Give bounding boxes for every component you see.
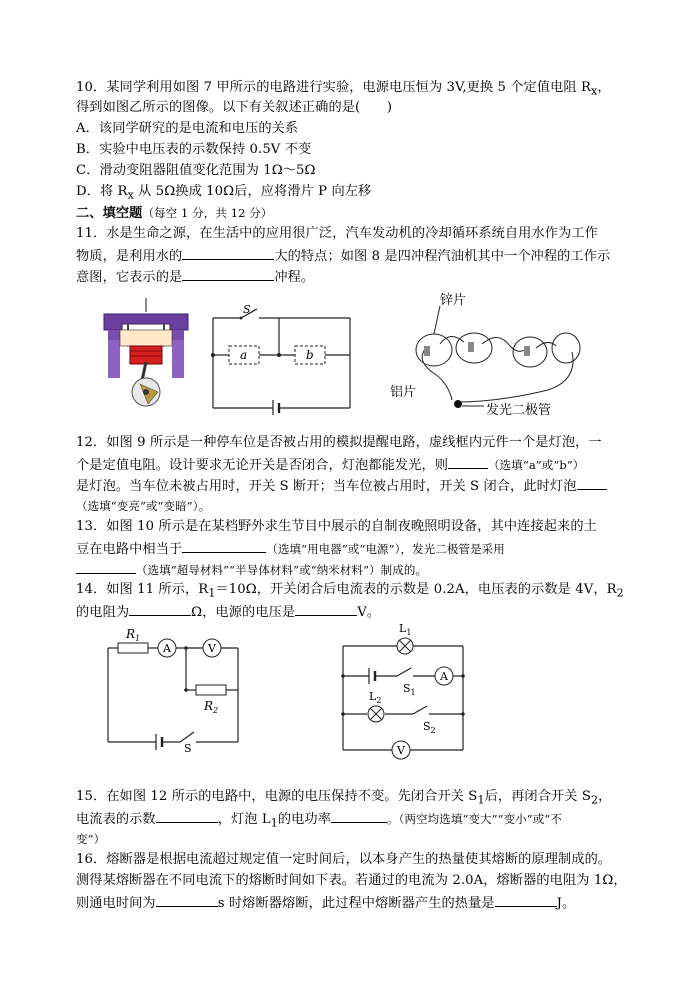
s2-label: $S_2$ [423, 720, 436, 735]
r2-label: $R_2$ [204, 699, 219, 715]
answer-blank[interactable] [182, 266, 274, 281]
aluminum-label: 铝片 [390, 385, 417, 400]
q11-line1: 11．水是生命之源，在生活中的应用很广泛，汽车发动机的冷却循环系统自用水作为工作 [76, 226, 598, 241]
q13-line1: 13．如图 10 所示是在某档野外求生节目中展示的自制夜晚照明设备，其中连接起来的土 [76, 519, 597, 534]
led-label: 发光二极管 [486, 403, 552, 418]
circuit-figure-11 [100, 624, 250, 754]
switch-label: S [243, 303, 251, 316]
q12-line1: 12．如图 9 所示是一种停车位是否被占用的模拟提醒电路，虚线框内元件一个是灯泡，一 [76, 435, 602, 450]
q13-line3: （选填“超导材料”“半导体材料”或“纳米材料”）制成的。 [76, 559, 427, 581]
potato-battery-figure [388, 290, 588, 418]
ammeter-label: A [440, 670, 448, 683]
q10-option-c: C．滑动变阻器阻值变化范围为 1Ω～5Ω [76, 163, 316, 178]
q11-line3: 意图，它表示的是 冲程。 [76, 266, 314, 288]
answer-blank[interactable] [331, 808, 387, 823]
s1-label: $S_1$ [403, 682, 416, 697]
answer-blank[interactable] [156, 808, 218, 823]
q15-line2: 电流表的示数 ，灯泡 $L_1$的电功率 。（两空均选填“变大”“变小”或“不 [76, 808, 562, 834]
voltmeter-label: V [208, 642, 216, 655]
answer-blank[interactable] [577, 475, 607, 490]
q11-line2: 物质，是利用水的 大的特点；如图 8 是四冲程汽油机其中一个冲程的工作示 [76, 245, 610, 267]
engine-figure [100, 296, 192, 414]
q15-line1: 15．在如图 12 所示的电路中，电源的电压保持不变。先闭合开关 $S_1$后，再闭合开关 $S_2$， [76, 789, 612, 807]
answer-blank[interactable] [182, 245, 274, 260]
answer-blank[interactable] [129, 601, 191, 616]
answer-blank[interactable] [495, 892, 557, 907]
r1-label: $R_1$ [126, 627, 141, 643]
q14-line2: 的电阻为 Ω，电源的电压是 V。 [76, 601, 380, 623]
q12-line4: （选填“变亮”或“变暗”）。 [76, 499, 211, 513]
q10-option-d: D．将 $R_x$ 从 5Ω换成 10Ω后，应将滑片 P 向左移 [76, 184, 372, 202]
circuit-figure-9 [205, 300, 365, 415]
box-a-label: a [240, 348, 248, 362]
q14-line1: 14．如图 11 所示，$R_1=10\Omega$，开关闭合后电流表的示数是 0.2A，电压表的示数是 4V，$R_2$ [76, 582, 624, 600]
answer-blank[interactable] [448, 454, 488, 469]
answer-blank[interactable] [156, 892, 218, 907]
l1-label: $L_1$ [399, 622, 412, 637]
ammeter-label: A [163, 642, 171, 655]
switch-label: S [184, 742, 192, 754]
q10-line1: 10．某同学利用如图 7 甲所示的电路进行实验，电源电压恒为 3V,更换 5 个定值电阻 $R_x$， [76, 80, 611, 98]
answer-blank[interactable] [76, 559, 136, 574]
q16-line2: 测得某熔断器在不同电流下的熔断时间如下表。若通过的电流为 2.0A，熔断器的电阻为 1Ω， [76, 873, 627, 888]
voltmeter-label: V [397, 744, 405, 757]
q10-option-a: A．该同学研究的是电流和电压的关系 [76, 121, 299, 136]
circuit-figure-12 [335, 614, 485, 764]
q10-option-b: B．实验中电压表的示数保持 0.5V 不变 [76, 142, 312, 157]
q16-line1: 16．熔断器是根据电流超过规定值一定时间后，以本身产生的热量使其熔断的原理制成的。 [76, 852, 612, 867]
answer-blank[interactable] [182, 538, 266, 553]
q10-line2: 得到如图乙所示的图像。以下有关叙述正确的是( ) [76, 100, 393, 115]
q12-line2: 个是定值电阻。设计要求无论开关是否闭合，灯泡都能发光，则 （选填“a”或“b”） [76, 454, 584, 476]
section-heading: 二、填空题（每空 1 分，共 12 分） [76, 206, 273, 221]
zinc-label: 锌片 [440, 293, 467, 308]
l2-label: $L_2$ [369, 690, 382, 705]
box-b-label: b [306, 348, 314, 362]
q12-line3: 是灯泡。当车位未被占用时，开关 S 断开；当车位被占用时，开关 S 闭合，此时灯泡 [76, 475, 607, 497]
q16-line3: 则通电时间为 s 时熔断器熔断，此过程中熔断器产生的热量是 J。 [76, 892, 575, 914]
q15-line3: 变”） [76, 832, 106, 846]
q13-line2: 豆在电路中相当于 （选填“用电器”或“电源”），发光二极管是采用 [76, 538, 505, 560]
